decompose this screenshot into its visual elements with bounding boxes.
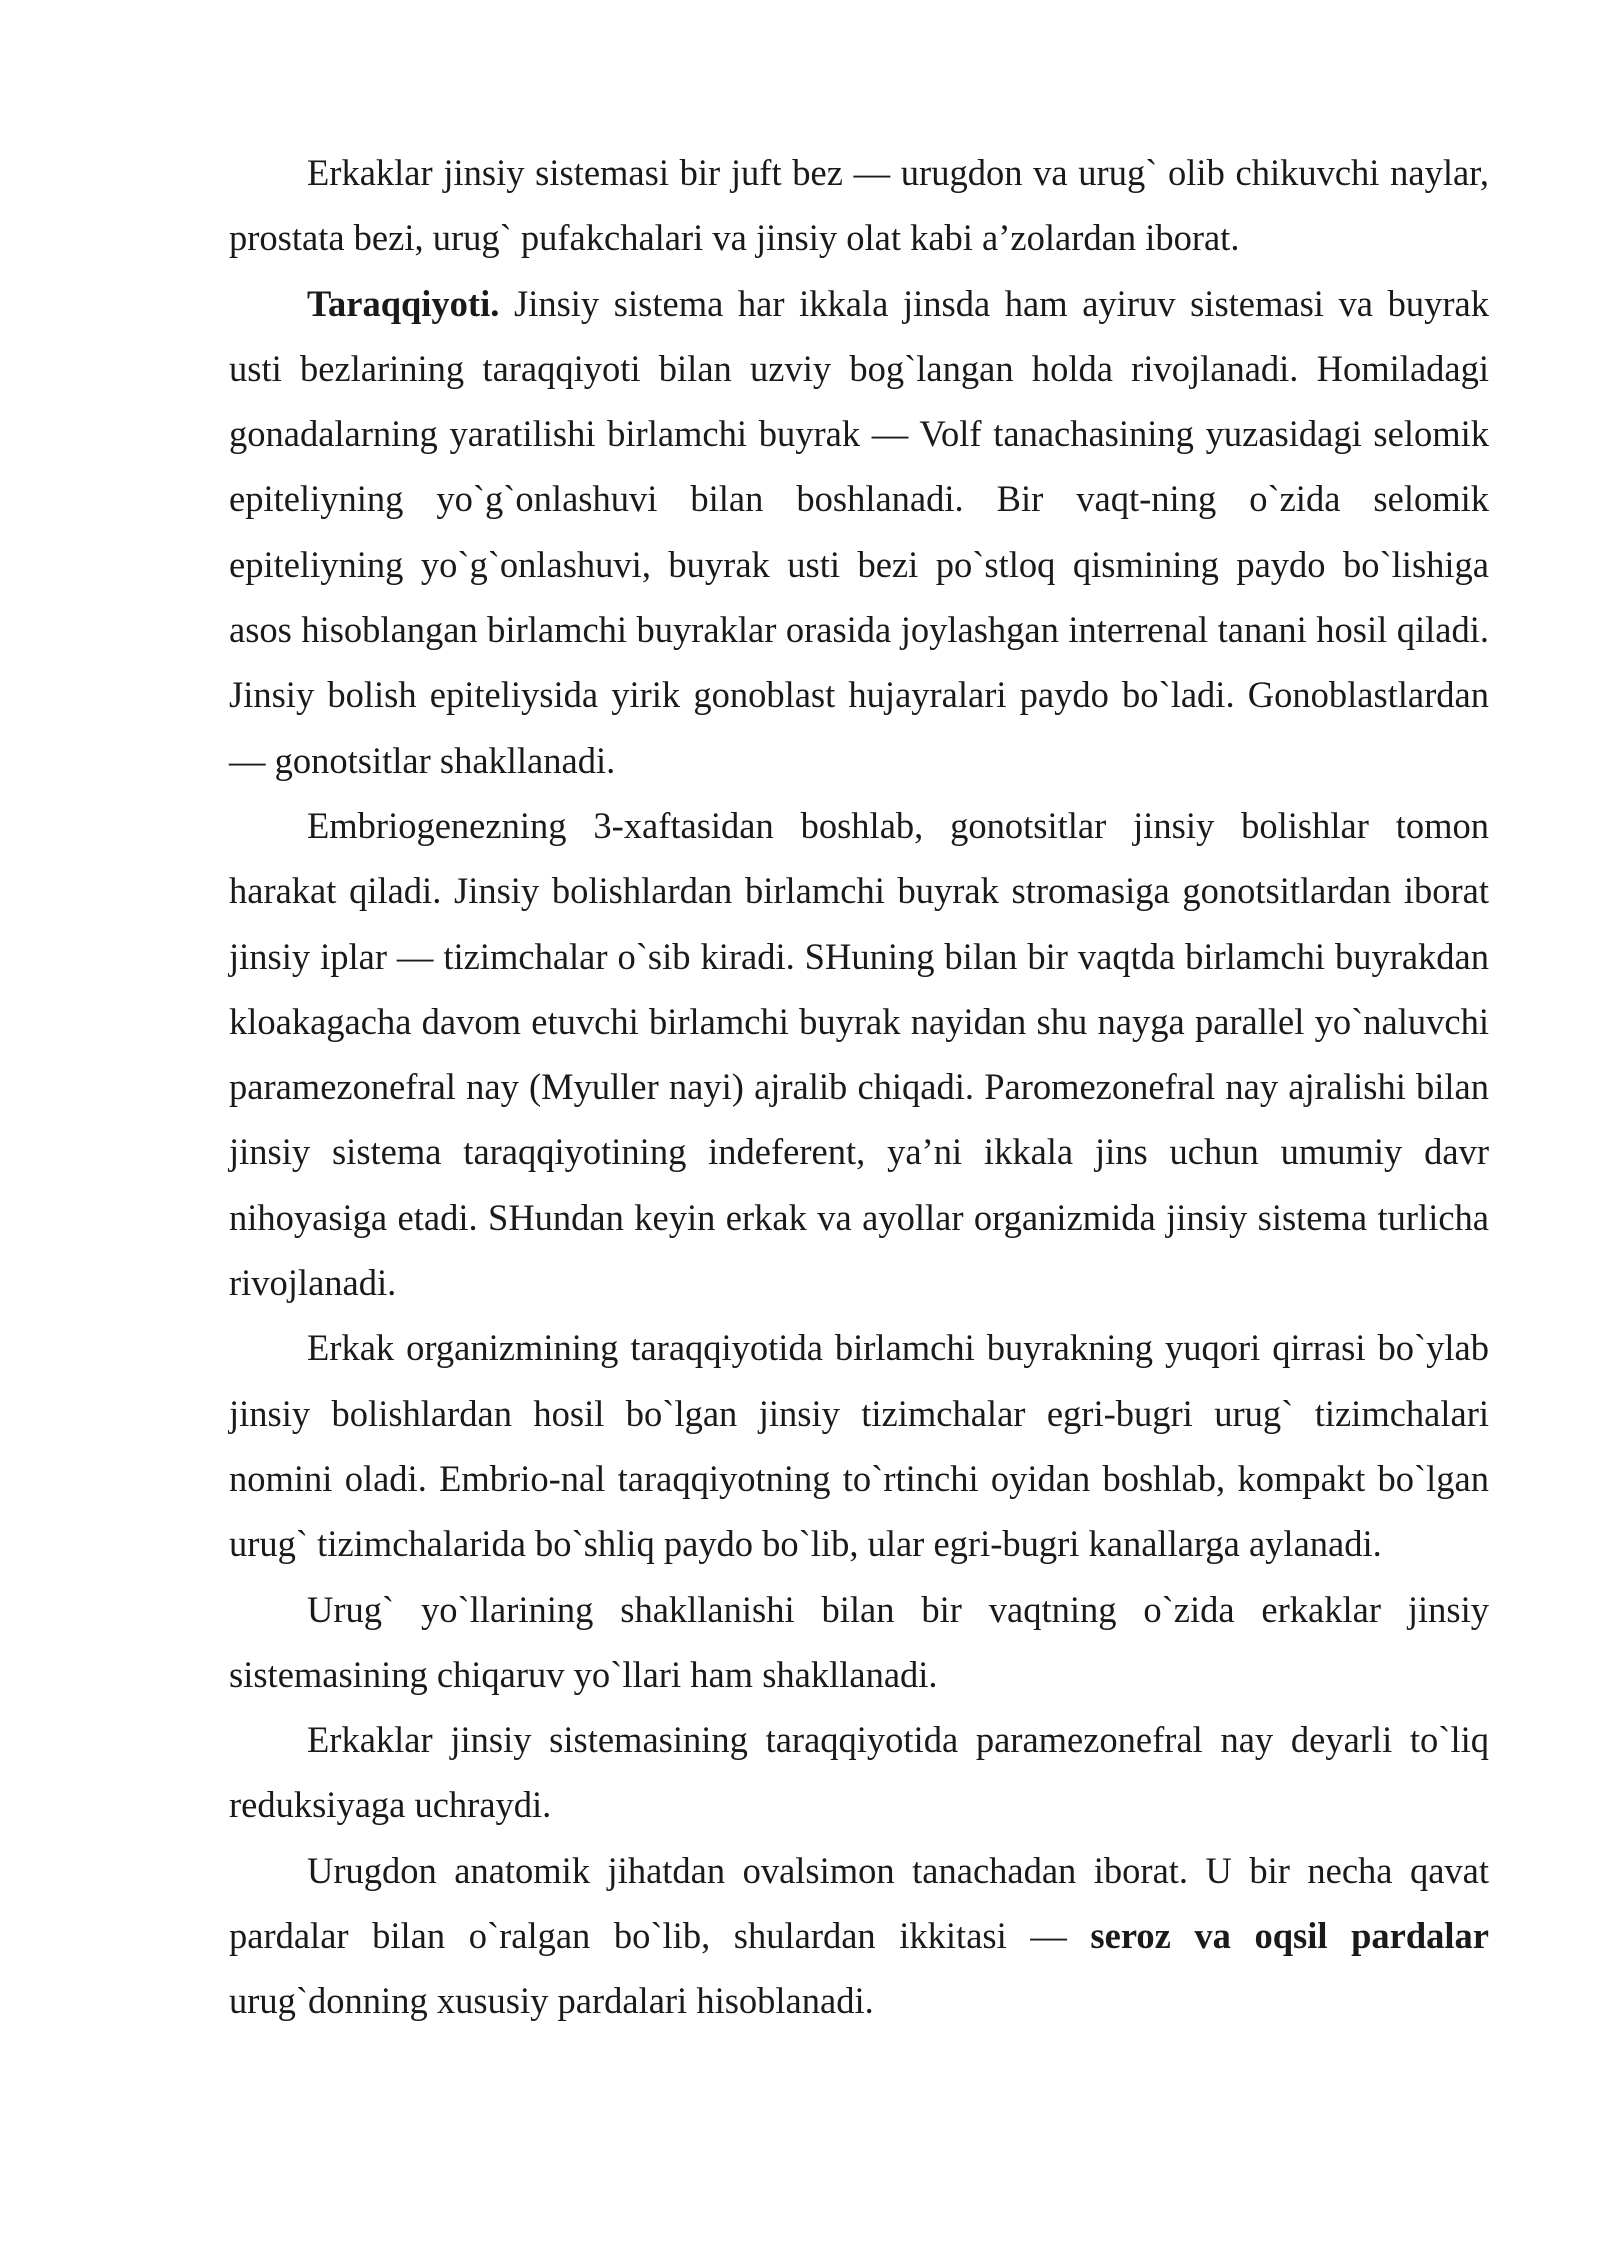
paragraph-seminal-ducts xyxy=(229,1577,1489,1708)
paragraph-text: Erkaklar jinsiy sistemasi bir juft bez — urugdon va urug` olib chikuvchi naylar, prostata bezi, urug` pufakchalari va jinsiy olat kabi a’zolardan iborat. xyxy=(229,152,1489,259)
paragraph-text: Urug` yo`llarining shakllanishi bilan bir vaqtning o`zida erkaklar jinsiy sistemasining chiqaruv yo`llari ham shakllanadi. xyxy=(229,1588,1489,1695)
paragraph-testis-anatomy xyxy=(229,1838,1489,2034)
paragraph-paramesonephric-reduction xyxy=(229,1707,1489,1838)
paragraph-embryogenesis xyxy=(229,793,1489,1315)
section-heading-taraqqiyoti: Taraqqiyoti. xyxy=(307,282,500,324)
paragraph-text: Erkaklar jinsiy sistemasining taraqqiyotida paramezonefral nay deyarli to`liq reduksiyaga uchraydi. xyxy=(229,1719,1489,1826)
paragraph-text: Jinsiy sistema har ikkala jinsda ham ayiruv sistemasi va buyrak usti bezlarining taraqqiyoti bilan uzviy bog`langan holda rivojlanadi. Homiladagi gonadalarning yaratilishi birlamchi buyrak — Volf tanachasining yuzasidagi selomik epiteliyning yo`g`onlashuvi bilan boshlanadi. Bir vaqt-ning o`zida selomik epiteliyning yo`g`onlashuvi, buyrak usti bezi po`stloq qismining paydo bo`lishiga asos hisoblangan birlamchi buyraklar orasida joylashgan interrenal tanani hosil qiladi. Jinsiy bolish epiteliysida yirik gonoblast hujayralari paydo bo`ladi. Gonoblastlardan — gonotsitlar shakllanadi. xyxy=(229,282,1489,781)
paragraph-text: Embriogenezning 3-xaftasidan boshlab, gonotsitlar jinsiy bolishlar tomon harakat qiladi. Jinsiy bolishlardan birlamchi buyrak stromasiga gonotsitlardan iborat jinsiy iplar — tizimchalar o`sib kiradi. SHuning bilan bir vaqtda birlamchi buyrakdan kloakagacha davom etuvchi birlamchi buyrak nayidan shu nayga parallel yo`naluvchi paramezonefral nay (Myuller nayi) ajralib chiqadi. Paromezonefral nay ajralishi bilan jinsiy sistema taraqqiyotining indeferent, ya’ni ikkala jins uchun umumiy davr nihoyasiga etadi. SHundan keyin erkak va ayollar organizmida jinsiy sistema turlicha rivojlanadi. xyxy=(229,804,1489,1304)
bold-term-membranes: seroz va oqsil pardalar xyxy=(1090,1915,1489,1957)
paragraph-male-system-intro xyxy=(229,140,1489,271)
paragraph-text-after: urug`donning xususiy pardalari hisoblanadi. xyxy=(229,1980,874,2022)
document-page xyxy=(229,140,1489,2034)
paragraph-development xyxy=(229,271,1489,793)
paragraph-text: Urugdon anatomik jihatdan ovalsimon tanachadan iborat. U bir necha qavat pardalar bilan o`ralgan bo`lib, shulardan ikkitasi — xyxy=(229,1849,1489,1957)
paragraph-text: Erkak organizmining taraqqiyotida birlamchi buyrakning yuqori qirrasi bo`ylab jinsiy bolishlardan hosil bo`lgan jinsiy tizimchalar egri-bugri urug` tizimchalari nomini oladi. Embrio-nal taraqqiyotning to`rtinchi oyidan boshlab, kompakt bo`lgan urug` tizimchalarida bo`shliq paydo bo`lib, ular egri-bugri kanallarga aylanadi. xyxy=(229,1327,1489,1565)
paragraph-male-organism-development xyxy=(229,1315,1489,1576)
